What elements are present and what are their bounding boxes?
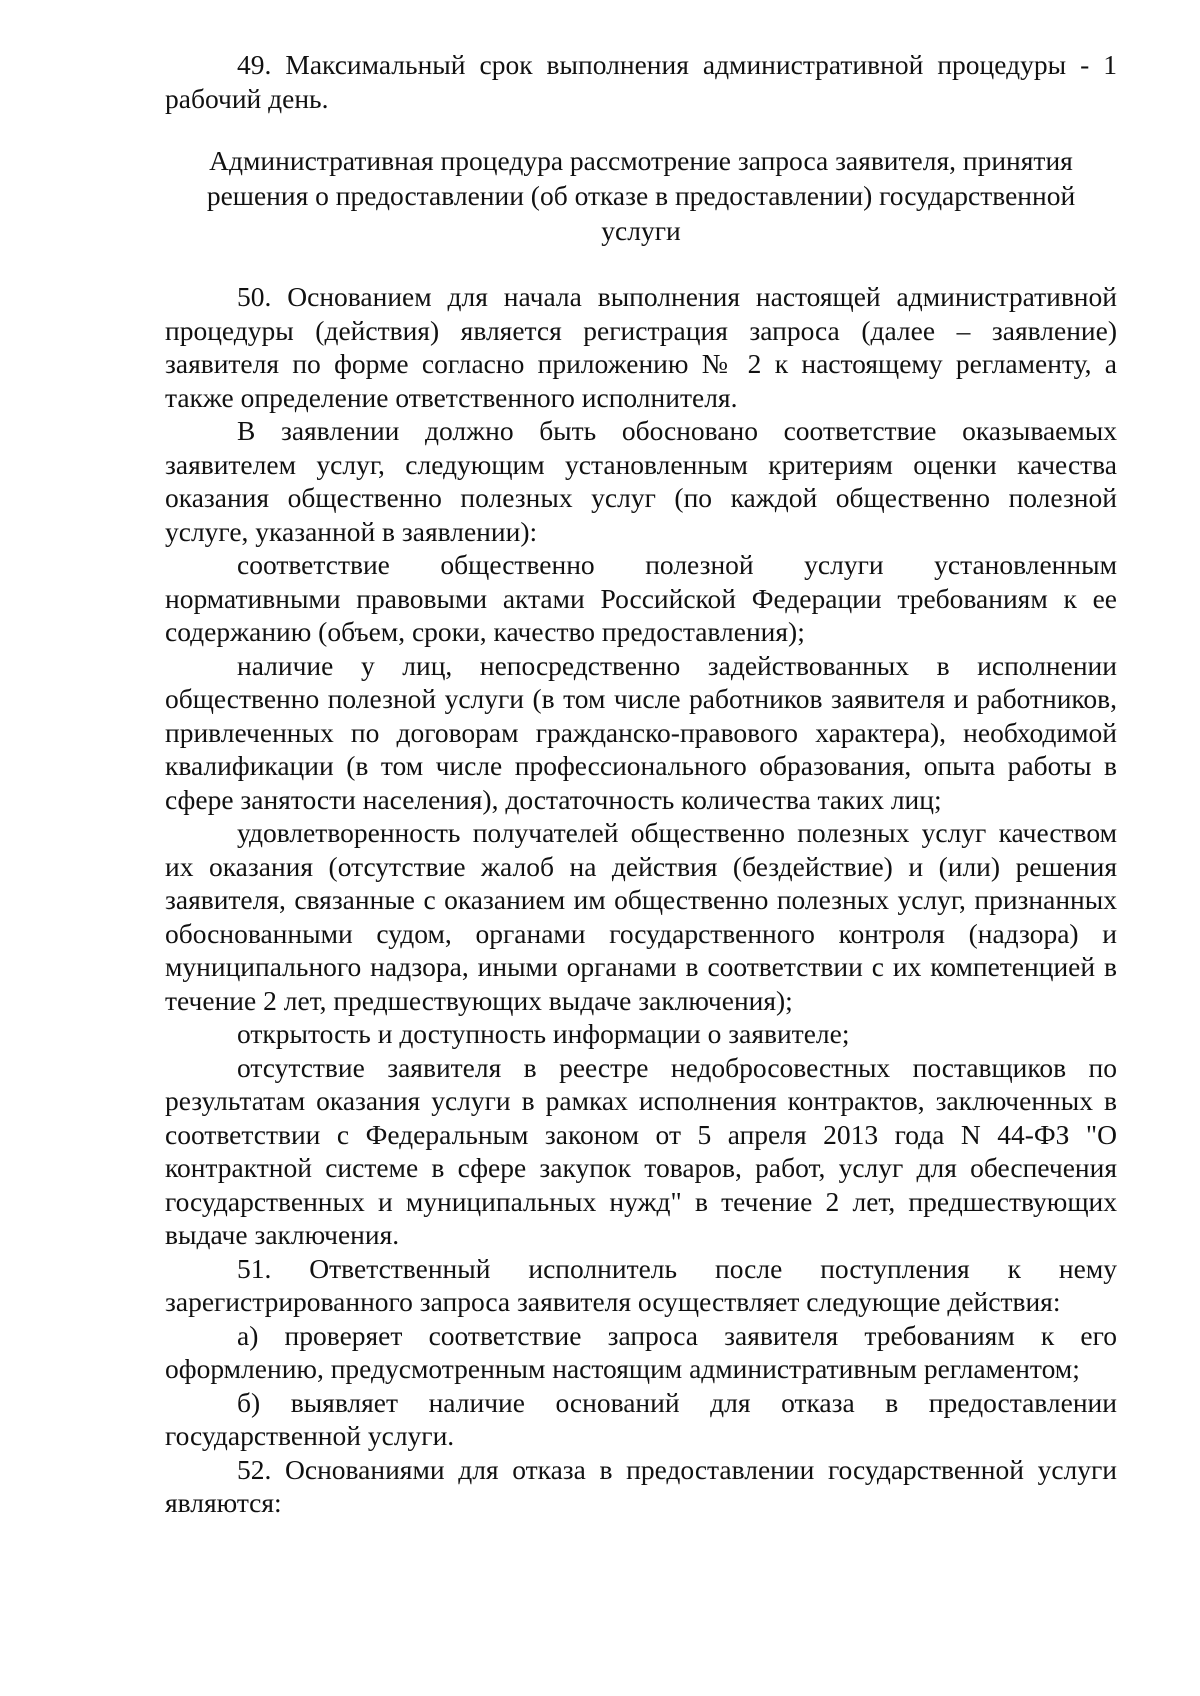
criterion-item: соответствие общественно полезной услуги установленным нормативными правовыми актами Российской Федерации требованиям к ее содержанию (объем, сроки, качество предоставления); (165, 549, 1117, 647)
criterion-item: наличие у лиц, непосредственно задействованных в исполнении общественно полезной услуги (в том числе работников заявителя и работников, привлеченных по договорам гражданско-правового характера), необходимой квалификации (в том числе профессионального образования, опыта работы в сфере занятости населения), достаточность количества таких лиц; (165, 649, 1117, 815)
paragraph-50: 50. Основанием для начала выполнения настоящей административной процедуры (действия) является регистрация запроса (далее – заявление) заявителя по форме согласно приложению № 2 к настоящему регламенту, а также определение ответственного исполнителя. (165, 281, 1117, 413)
document-page (165, 48, 1117, 1520)
action-item: а) проверяет соответствие запроса заявителя требованиям к его оформлению, предусмотренным настоящим административным регламентом; (165, 1319, 1117, 1384)
action-item: б) выявляет наличие оснований для отказа в предоставлении государственной услуги. (165, 1386, 1117, 1451)
paragraph-51: 51. Ответственный исполнитель после поступления к нему зарегистрированного запроса заявителя осуществляет следующие действия: (165, 1252, 1117, 1317)
criteria-intro: В заявлении должно быть обосновано соответствие оказываемых заявителем услуг, следующим установленным критериям оценки качества оказания общественно полезных услуг (по каждой общественно полезной услуге, указанной в заявлении): (165, 415, 1117, 547)
section-heading-line: услуги (601, 215, 681, 246)
paragraph-49: 49. Максимальный срок выполнения административной процедуры - 1 рабочий день. (165, 49, 1117, 114)
criterion-item: отсутствие заявителя в реестре недобросовестных поставщиков по результатам оказания услуги в рамках исполнения контрактов, заключенных в соответствии с Федеральным законом от 5 апреля 2013 года N 44-ФЗ "О контрактной системе в сфере закупок товаров, работ, услуг для обеспечения государственных и муниципальных нужд" в течение 2 лет, предшествующих выдаче заключения. (165, 1051, 1117, 1250)
paragraph-52: 52. Основаниями для отказа в предоставлении государственной услуги являются: (165, 1453, 1117, 1518)
section-heading-line: решения о предоставлении (об отказе в предоставлении) государственной (206, 180, 1076, 211)
criterion-item: удовлетворенность получателей общественно полезных услуг качеством их оказания (отсутствие жалоб на действия (бездействие) и (или) решения заявителя, связанные с оказанием им общественно полезных услуг, признанных обоснованными судом, органами государственного контроля (надзора) и муниципального надзора, иными органами в соответствии с их компетенцией в течение 2 лет, предшествующих выдаче заключения); (165, 817, 1117, 1016)
section-heading (165, 143, 1117, 248)
section-heading-line: Административная процедура рассмотрение запроса заявителя, принятия (209, 145, 1073, 176)
criterion-item: открытость и доступность информации о заявителе; (237, 1018, 850, 1049)
